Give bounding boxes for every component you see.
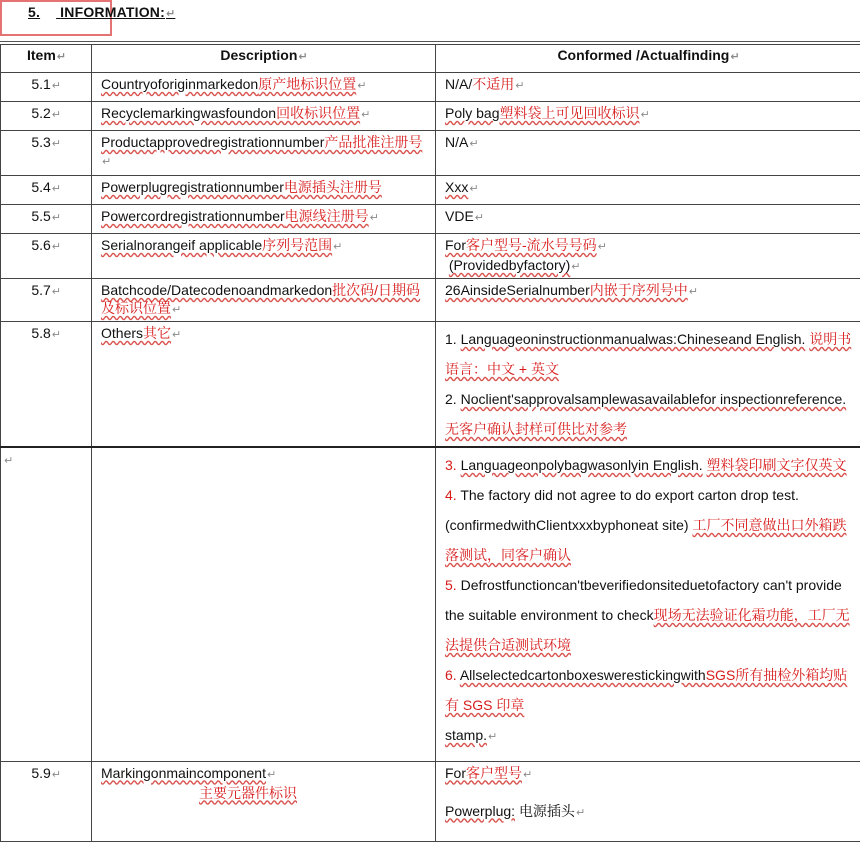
- row-description: Serialnorangeif applicable序列号范围↵: [92, 234, 436, 279]
- others-item: 1. Languageoninstructionmanualwas:Chineseand English. 说明书语言：中文 + 英文: [445, 324, 852, 384]
- row-item: 5.3↵: [1, 131, 92, 176]
- others-item: 5. Defrostfunctioncan'tbeverifiedonsiteduetofactory can't provide the suitable environment to check现场无法验证化霜功能，工厂无法提供合适测试环境: [445, 570, 852, 660]
- row-item: 5.1↵: [1, 73, 92, 102]
- top-rule: [0, 41, 860, 42]
- others-item: 2. Noclient'sapprovalsamplewasavailablefor inspectionreference. 无客户确认封样可供比对参考: [445, 384, 852, 444]
- row-finding: Poly bag塑料袋上可见回收标识↵: [436, 102, 860, 131]
- row-item: ↵: [1, 447, 92, 761]
- table-row: [1, 447, 860, 761]
- row-finding: [436, 322, 860, 448]
- row-item: 5.8↵: [1, 322, 92, 448]
- row-finding: For客户型号↵ Powerplug: 电源插头↵: [436, 761, 860, 841]
- table-row: [1, 234, 860, 279]
- row-finding: N/A/不适用↵: [436, 73, 860, 102]
- row-item: 5.4↵: [1, 176, 92, 205]
- section-heading: 5. INFORMATION:↵: [28, 4, 175, 20]
- table-row: [1, 279, 860, 322]
- row-description: Countryoforiginmarkedon原产地标识位置↵: [92, 73, 436, 102]
- table-row: [1, 322, 860, 448]
- table-row: [1, 131, 860, 176]
- row-finding: For客户型号-流水号号码↵ (Providedbyfactory)↵: [436, 234, 860, 279]
- table-row: [1, 761, 860, 841]
- table-row: [1, 102, 860, 131]
- row-finding: 26AinsideSerialnumber内嵌于序列号中↵: [436, 279, 860, 322]
- row-item: 5.6↵: [1, 234, 92, 279]
- row-description: Productapprovedregistrationnumber产品批准注册号↵: [92, 131, 436, 176]
- row-description: Recyclemarkingwasfoundon回收标识位置↵: [92, 102, 436, 131]
- others-item: 3. Languageonpolybagwasonlyin English. 塑料袋印刷文字仅英文: [445, 450, 852, 480]
- others-item: 6. AllselectedcartonboxeswerestickingwithSGS所有抽检外箱均贴有 SGS 印章 stamp.↵: [445, 660, 852, 752]
- row-description: Others其它↵: [92, 322, 436, 448]
- row-item: 5.7↵: [1, 279, 92, 322]
- header-description: Description↵: [92, 45, 436, 73]
- others-item: 4. The factory did not agree to do export carton drop test.(confirmedwithClientxxxbyphoneat site) 工厂不同意做出口外箱跌落测试，同客户确认: [445, 480, 852, 570]
- header-finding: Conformed /Actualfinding↵: [436, 45, 860, 73]
- row-description: Powercordregistrationnumber电源线注册号↵: [92, 205, 436, 234]
- row-description: Powerplugregistrationnumber电源插头注册号: [92, 176, 436, 205]
- section-number: 5.: [28, 4, 40, 20]
- row-finding: [436, 447, 860, 761]
- table-header-row: [1, 45, 860, 73]
- row-finding: VDE↵: [436, 205, 860, 234]
- row-description: Batchcode/Datecodenoandmarkedon批次码/日期码及标识位置↵: [92, 279, 436, 322]
- table-row: [1, 176, 860, 205]
- row-item: 5.9↵: [1, 761, 92, 841]
- row-finding: N/A↵: [436, 131, 860, 176]
- table-row: [1, 73, 860, 102]
- section-title-text: INFORMATION:: [60, 4, 165, 20]
- row-item: 5.5↵: [1, 205, 92, 234]
- header-item: Item↵: [1, 45, 92, 73]
- row-description: Markingonmaincomponent↵ 主要元器件标识: [92, 761, 436, 841]
- row-description: [92, 447, 436, 761]
- information-table: [0, 44, 860, 842]
- row-finding: Xxx↵: [436, 176, 860, 205]
- table-row: [1, 205, 860, 234]
- row-item: 5.2↵: [1, 102, 92, 131]
